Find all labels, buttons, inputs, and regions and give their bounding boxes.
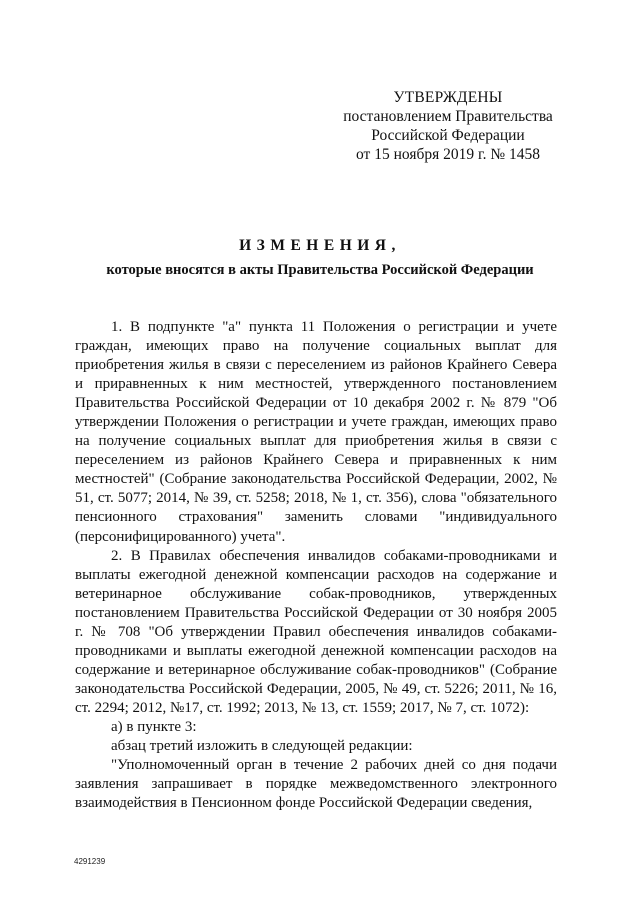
paragraph-5: "Уполномоченный орган в течение 2 рабочих дней со дня подачи заявления запрашивает в порядке межведомственного электронного взаимодействия в Пенсионном фонде Российской Федерации сведения, <box>75 757 557 812</box>
approval-heading: УТВЕРЖДЕНЫ <box>393 89 503 106</box>
paragraph-3: а) в пункте 3: <box>111 718 197 735</box>
approval-block <box>330 88 566 164</box>
document-title: ИЗМЕНЕНИЯ, <box>239 237 401 254</box>
document-code: 4291239 <box>74 857 106 866</box>
approval-line-1: постановлением Правительства <box>343 108 553 125</box>
document-subtitle: которые вносятся в акты Правительства Российской Федерации <box>106 262 534 278</box>
paragraph-1: 1. В подпункте "а" пункта 11 Положения о регистрации и учете граждан, имеющих право на получение социальных выплат для приобретения жилья в связи с переселением из районов Крайнего Севера и приравненных к ним местностей, утвержденного постановлением Правительства Российской Федерации от 10 декабря 2002 г. № 879 "Об утверждении Положения о регистрации и учете граждан, имеющих право на получение социальных выплат для приобретения жилья в связи с переселением из районов Крайнего Севера и приравненных к ним местностей" (Собрание законодательства Российской Федерации, 2002, № 51, ст. 5077; 2014, № 39, ст. 5258; 2018, № 1, ст. 356), слова "обязательного пенсионного страхования" заменить словами "индивидуального (персонифицированного) учета". <box>75 319 557 545</box>
paragraph-2: 2. В Правилах обеспечения инвалидов собаками-проводниками и выплаты ежегодной денежной компенсации расходов на содержание и ветеринарное обслуживание собак-проводников, утвержденных постановлением Правительства Российской Федерации от 30 ноября 2005 г. № 708 "Об утверждении Правил обеспечения инвалидов собаками-проводниками и выплаты ежегодной денежной компенсации расходов на содержание и ветеринарное обслуживание собак-проводников" (Собрание законодательства Российской Федерации, 2005, № 49, ст. 5226; 2011, № 16, ст. 2294; 2012, №17, ст. 1992; 2013, № 13, ст. 1559; 2017, № 7, ст. 1072): <box>75 547 557 716</box>
approval-line-3: от 15 ноября 2019 г. № 1458 <box>356 146 540 163</box>
document-body <box>75 318 557 813</box>
paragraph-4: абзац третий изложить в следующей редакции: <box>111 738 413 755</box>
approval-line-2: Российской Федерации <box>371 127 525 144</box>
